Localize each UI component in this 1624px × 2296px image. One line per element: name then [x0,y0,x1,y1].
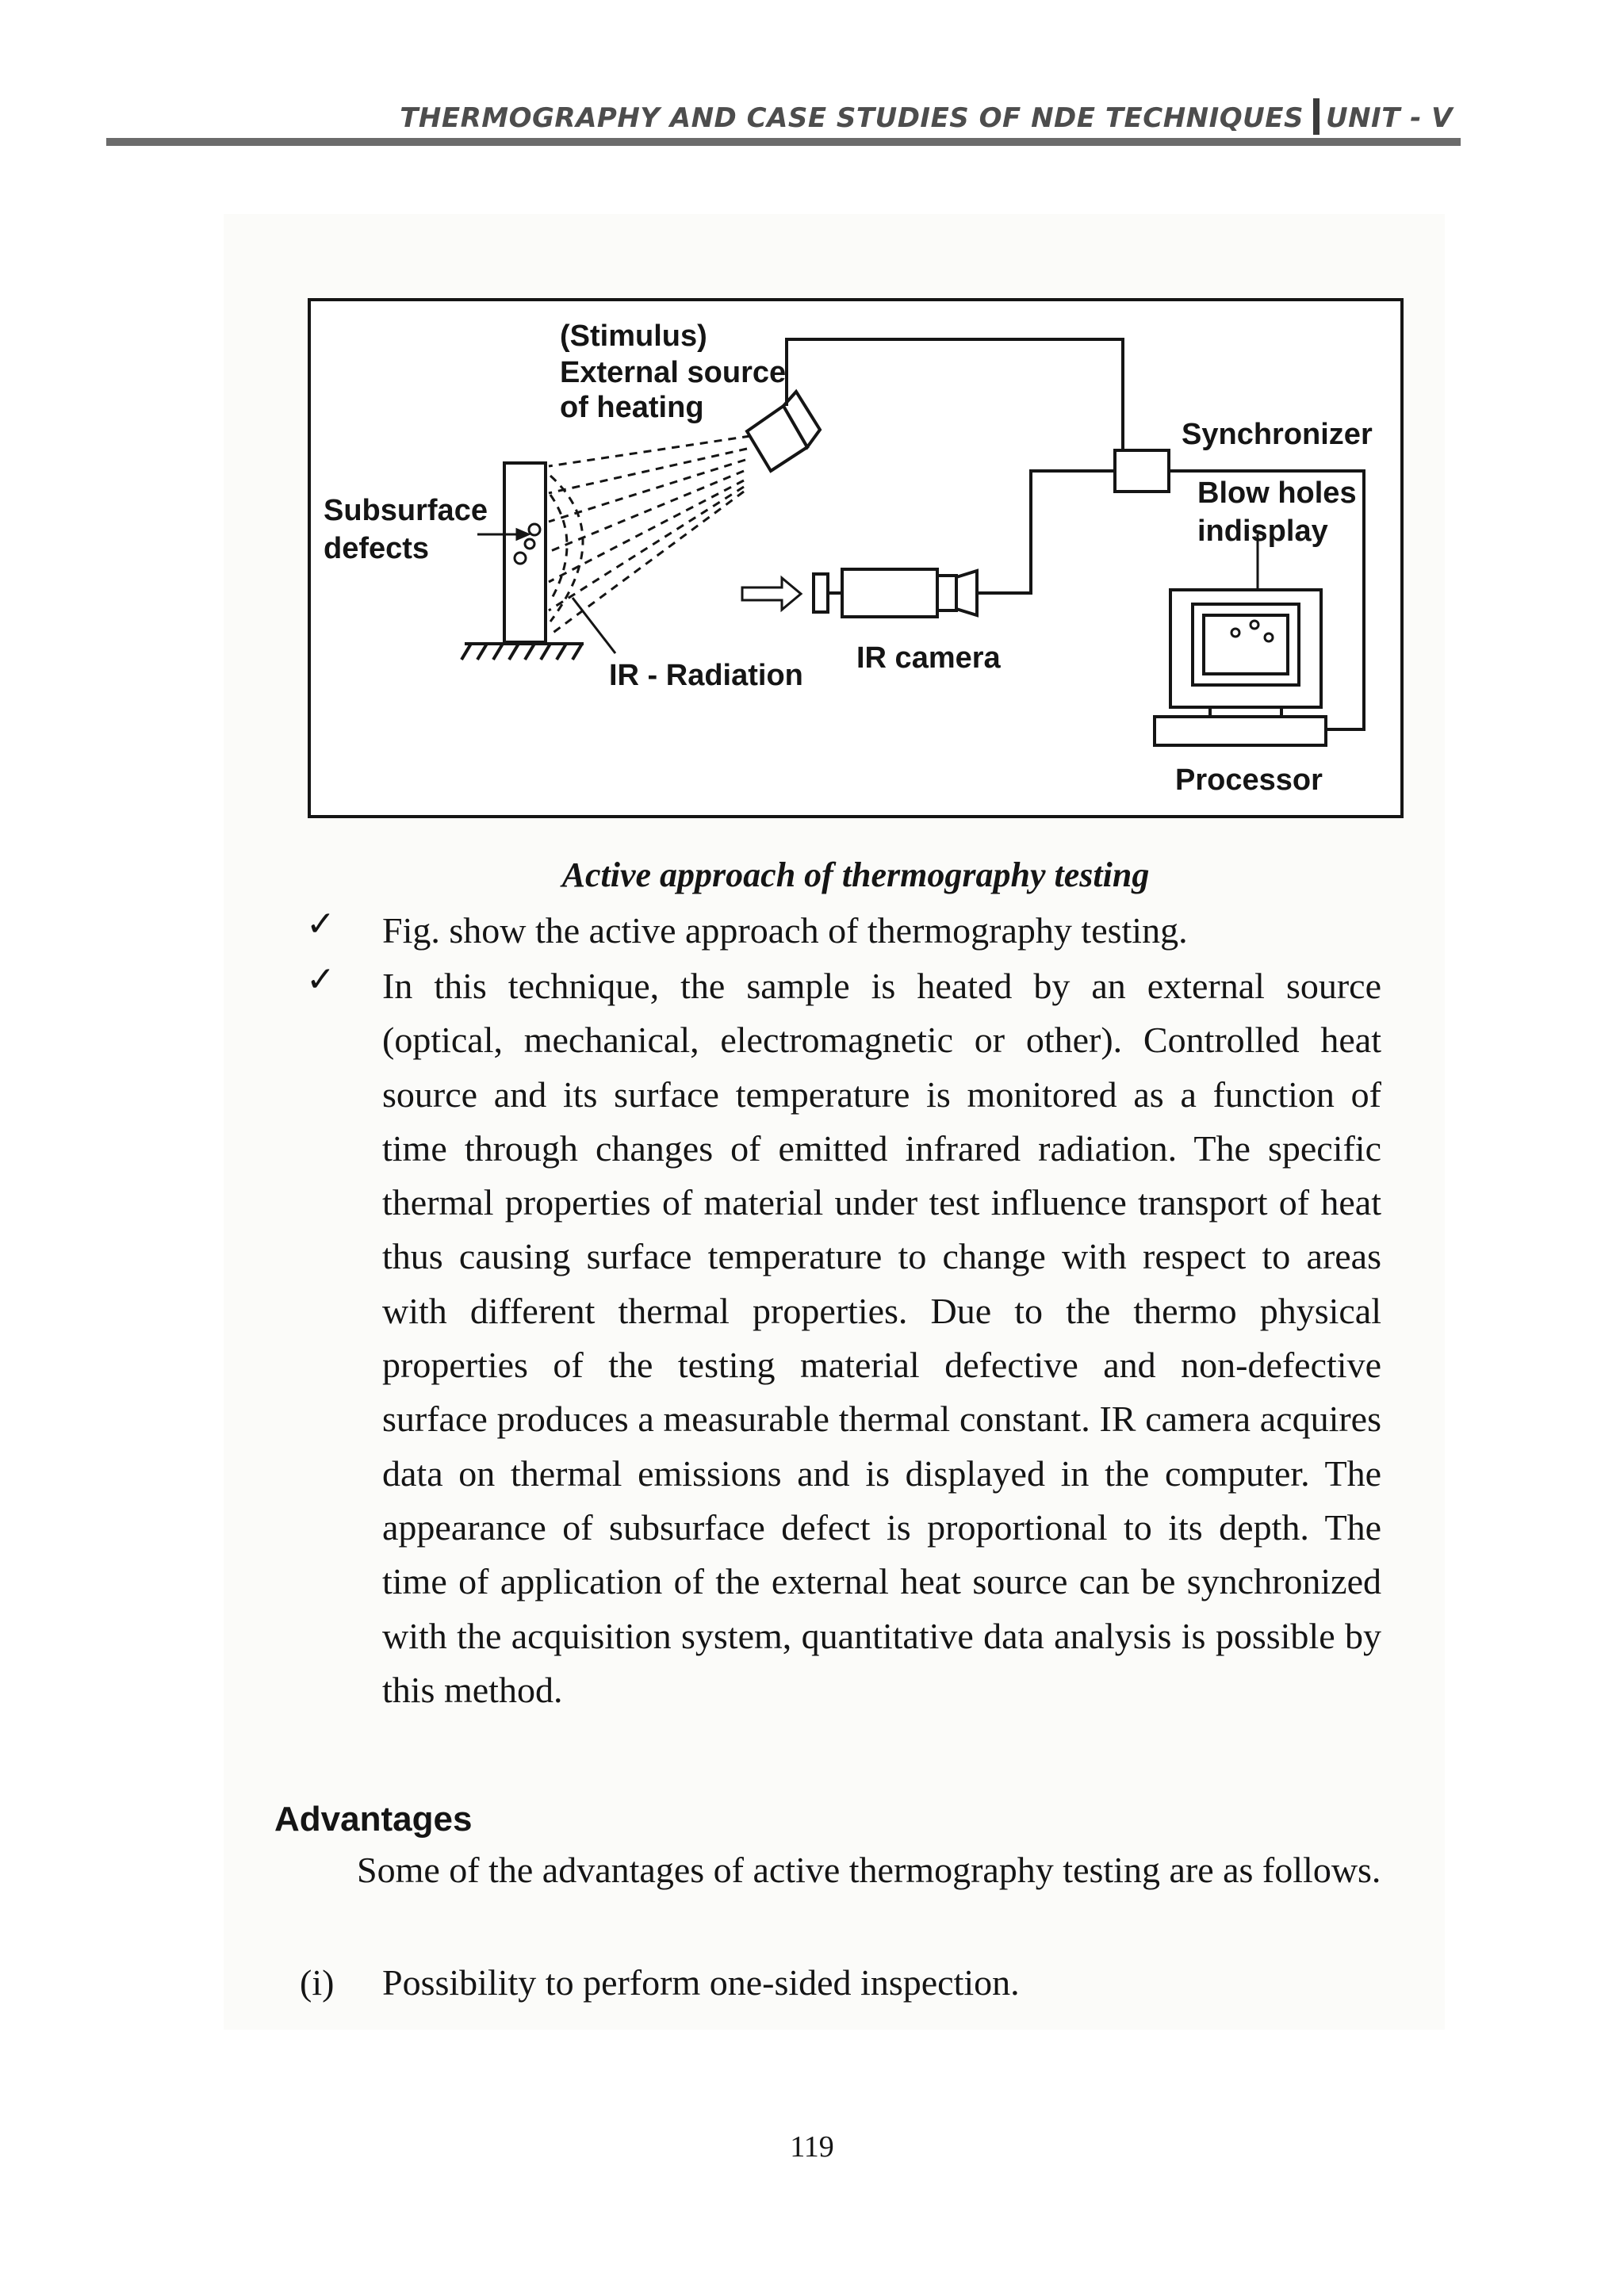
synchronizer-box [1115,450,1169,492]
list-item [300,1961,1020,2003]
bullet-point [306,904,1381,958]
external-source-label: External source [560,356,787,389]
advantages-heading: Advantages [274,1800,473,1839]
page-number: 119 [790,2130,834,2164]
blow-holes-label: Blow holes [1197,476,1357,510]
ir-radiation-label: IR - Radiation [609,659,803,692]
bullet-text: In this technique, the sample is heated by an external source (optical, mechanical, electromagnetic or other). Controlled heat source and its surface temperature is monitored as a function of time through changes of emitted infrared radiation. The specific thermal properties of material under test influence transport of heat thus causing surface temperature to change with respect to areas with different thermal properties. Due to the thermo physical properties of the testing material defective and non-defective surface produces a measurable thermal constant. IR camera acquires data on thermal emissions and is displayed in the computer. The appearance of subsurface defect is proportional to its depth. The time of application of the external heat source can be synchronized with the acquisition system, quantitative data analysis is possible by this method. [382,966,1381,1710]
indisplay-label: indisplay [1197,515,1328,548]
computer-monitor [1170,590,1321,717]
bullet-point [306,959,1381,1717]
subsurface-label: Subsurface [324,494,488,527]
ir-camera-label: IR camera [856,641,1001,675]
list-item-number: (i) [300,1962,335,2003]
figure-caption: Active approach of thermography testing [561,855,1150,894]
of-heating-label: of heating [560,391,704,424]
check-icon: ✓ [306,959,335,1000]
check-icon: ✓ [306,904,335,944]
defects-label: defects [324,532,430,565]
processor-box [1155,717,1326,745]
header-title: THERMOGRAPHY AND CASE STUDIES OF NDE TECHNIQUES [400,102,1304,134]
running-header [400,98,1453,135]
header-separator [1313,98,1320,135]
header-unit: UNIT - V [1325,102,1453,134]
stimulus-label: (Stimulus) [560,320,707,353]
list-item-text: Possibility to perform one-sided inspection. [382,1962,1020,2003]
thermography-diagram [306,297,1405,820]
header-rule [106,138,1461,146]
processor-label: Processor [1175,763,1323,797]
bullet-text: Fig. show the active approach of thermography testing. [382,910,1188,951]
synchronizer-label: Synchronizer [1182,418,1373,451]
advantages-intro: Some of the advantages of active thermography testing are as follows. [357,1850,1381,1890]
